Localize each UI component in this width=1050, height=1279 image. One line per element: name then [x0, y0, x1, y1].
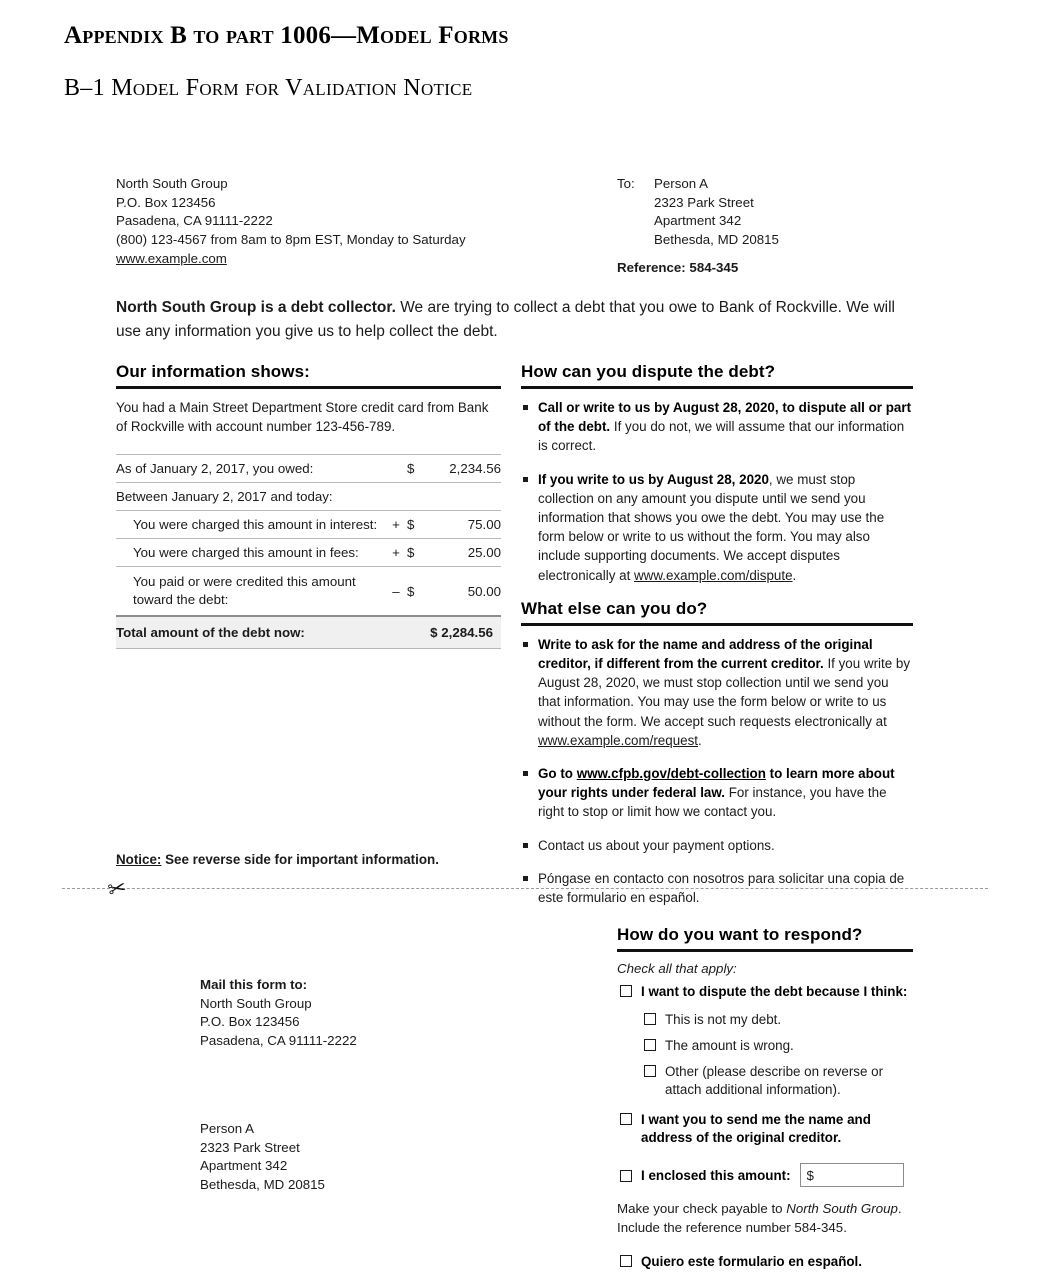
sender-website-link[interactable]: www.example.com [116, 250, 227, 266]
list-item [521, 398, 913, 456]
table-row [116, 455, 501, 483]
enclosed-amount-label: I enclosed this amount: [641, 1167, 791, 1183]
dispute-bullet1-bold: Call or write to us by August 28, 2020, to dispute all or part of the debt. [538, 400, 912, 435]
dispute-sub-options [617, 1011, 913, 1099]
return-street: 2323 Park Street [200, 1139, 300, 1155]
row-currency [407, 483, 429, 511]
checkbox-spanish-form[interactable] [617, 1253, 913, 1271]
row-currency: $ [407, 567, 429, 617]
row-currency: $ [407, 511, 429, 539]
recipient-apartment: Apartment 342 [654, 213, 742, 229]
dispute-bullet1-rest: If you do not, we will assume that our information is correct. [538, 419, 905, 454]
checkbox-amount-wrong[interactable] [643, 1037, 913, 1055]
row-amount: 50.00 [429, 567, 501, 617]
row-currency: $ [407, 455, 429, 483]
scissors-icon: ✂ [105, 874, 129, 903]
what-else-bullet1-mid: If you write by August 28, 2020, we must stop collection until we send you that information. You may use the form below or write to us without the form. We accept such requests electronically at [538, 656, 911, 729]
checkbox-icon[interactable] [620, 985, 632, 997]
what-else-bullet-list [521, 635, 913, 907]
notice-line [116, 852, 439, 867]
payment-options-text: Contact us about your payment options. [538, 837, 775, 853]
sender-city-state-zip: Pasadena, CA 91111-2222 [116, 213, 273, 229]
mail-to-name: North South Group [200, 995, 312, 1011]
return-city-state-zip: Bethesda, MD 20815 [200, 1177, 325, 1193]
row-sign: + [385, 539, 407, 567]
row-currency: $ [407, 539, 429, 567]
row-amount: 75.00 [429, 511, 501, 539]
dispute-bullet2-end: . [792, 567, 797, 583]
recipient-city-state-zip: Bethesda, MD 20815 [654, 232, 779, 248]
row-sign: + [385, 511, 407, 539]
checkbox-label: The amount is wrong. [665, 1038, 794, 1053]
payable-company: North South Group [786, 1201, 898, 1216]
checkbox-not-my-debt[interactable] [643, 1011, 913, 1029]
intro-bold-lead: North South Group is a debt collector. [116, 299, 396, 316]
list-item [521, 635, 913, 750]
what-else-bullet1-end: . [698, 732, 702, 748]
page-title: Appendix B to part 1006—Model Forms [64, 22, 509, 49]
information-shows-heading: Our information shows: [116, 362, 501, 389]
checkbox-icon[interactable] [644, 1013, 656, 1025]
sender-name: North South Group [116, 176, 228, 191]
list-item [521, 470, 913, 585]
row-amount [429, 483, 501, 511]
notice-label: Notice: [116, 852, 162, 867]
respond-section [617, 925, 913, 1279]
account-description: You had a Main Street Department Store credit card from Bank of Rockville with account number 123-456-789. [116, 400, 489, 434]
row-amount: 2,234.56 [429, 455, 501, 483]
dispute-bullet-list [521, 398, 913, 585]
checkbox-icon[interactable] [644, 1065, 656, 1077]
checkbox-original-creditor[interactable] [617, 1111, 913, 1147]
dispute-bullet2-mid: , we must stop collection on any amount you dispute until we send you information that shows you owe the debt. You may use the form below or write to us without the form. You may also include supporting documents. We accept disputes electronically at [538, 471, 885, 583]
sender-phone-hours: (800) 123-4567 from 8am to 8pm EST, Monday to Saturday [116, 232, 466, 248]
cfpb-bullet-bold-rest: to learn more about your rights under federal law. [538, 766, 895, 801]
checkbox-label: I want you to send me the name and address of the original creditor. [641, 1112, 871, 1145]
notice-text: See reverse side for important information. [161, 852, 439, 867]
mail-to-heading: Mail this form to: [200, 977, 308, 992]
sender-address-block [116, 175, 466, 269]
mail-to-block [200, 976, 357, 1051]
recipient-street: 2323 Park Street [654, 194, 754, 210]
payable-instructions [617, 1200, 913, 1237]
check-all-label: Check all that apply: [617, 961, 737, 976]
checkbox-other[interactable] [643, 1063, 913, 1099]
row-sign [385, 455, 407, 483]
cfpb-link[interactable]: www.cfpb.gov/debt-collection [576, 766, 766, 782]
dispute-heading: How can you dispute the debt? [521, 362, 913, 389]
respond-heading: How do you want to respond? [617, 925, 913, 952]
checkbox-label: This is not my debt. [665, 1012, 782, 1027]
checkbox-icon[interactable] [644, 1039, 656, 1051]
cfpb-bullet-lead: Go to [538, 766, 577, 782]
return-apartment: Apartment 342 [200, 1158, 288, 1174]
checkbox-label: Other (please describe on reverse or attach additional information). [665, 1064, 884, 1097]
reference-number: Reference: 584-345 [617, 259, 739, 275]
dispute-and-options-column [521, 362, 913, 921]
mail-to-po-box: P.O. Box 123456 [200, 1014, 300, 1030]
form-subtitle: B–1 Model Form for Validation Notice [64, 75, 473, 101]
table-row-total [116, 616, 501, 649]
checkbox-icon[interactable] [620, 1113, 632, 1125]
intro-rest: We are trying to collect a debt that you owe to Bank of Rockville. We will use any information you give us to help collect the debt. [116, 299, 895, 340]
table-row [116, 567, 501, 617]
dispute-bullet2-bold: If you write to us by August 28, 2020 [538, 471, 769, 487]
row-label: You were charged this amount in fees: [116, 539, 385, 567]
list-item [521, 764, 913, 822]
what-else-heading: What else can you do? [521, 599, 913, 626]
row-label: You were charged this amount in interest: [116, 511, 385, 539]
amount-input[interactable] [800, 1163, 904, 1187]
spanish-copy-text: Póngase en contacto con nosotros para solicitar una copia de este formulario en español. [538, 870, 905, 906]
mail-to-city-state-zip: Pasadena, CA 91111-2222 [200, 1033, 357, 1049]
total-amount: $ 2,284.56 [385, 616, 501, 649]
row-amount: 25.00 [429, 539, 501, 567]
row-label: As of January 2, 2017, you owed: [116, 455, 385, 483]
enclosed-amount-row[interactable] [617, 1163, 913, 1187]
checkbox-label: I want to dispute the debt because I think: [641, 984, 908, 999]
row-sign: – [385, 567, 407, 617]
tear-off-divider [62, 888, 988, 889]
row-label: Between January 2, 2017 and today: [116, 483, 385, 511]
checkbox-dispute-debt[interactable] [617, 983, 913, 1001]
recipient-address-block [617, 175, 779, 278]
itemization-table [116, 454, 501, 649]
request-link[interactable]: www.example.com/request [538, 732, 699, 748]
return-name: Person A [200, 1121, 254, 1136]
cfpb-bullet-rest: For instance, you have the right to stop or limit how we contact you. [538, 785, 887, 820]
return-address-block [200, 1120, 325, 1195]
row-sign [385, 483, 407, 511]
row-label: You paid or were credited this amount toward the debt: [116, 567, 385, 617]
checkbox-icon[interactable] [620, 1170, 632, 1182]
payable-lead: Make your check payable to [617, 1201, 787, 1216]
debt-collector-statement [116, 296, 916, 344]
table-row [116, 539, 501, 567]
checkbox-label: Quiero este formulario en español. [641, 1254, 862, 1269]
total-label: Total amount of the debt now: [116, 616, 385, 649]
recipient-name: Person A [654, 176, 708, 191]
sender-po-box: P.O. Box 123456 [116, 194, 216, 210]
payable-rest: . Include the reference number 584-345. [617, 1201, 902, 1235]
table-row [116, 483, 501, 511]
dispute-link[interactable]: www.example.com/dispute [634, 567, 793, 583]
what-else-bullet1-bold: Write to ask for the name and address of the original creditor, if different from the current creditor. [538, 636, 873, 672]
information-shows-section [116, 362, 501, 649]
table-row [116, 511, 501, 539]
list-item [521, 836, 913, 855]
to-label: To: [617, 176, 635, 191]
checkbox-icon[interactable] [620, 1255, 632, 1267]
